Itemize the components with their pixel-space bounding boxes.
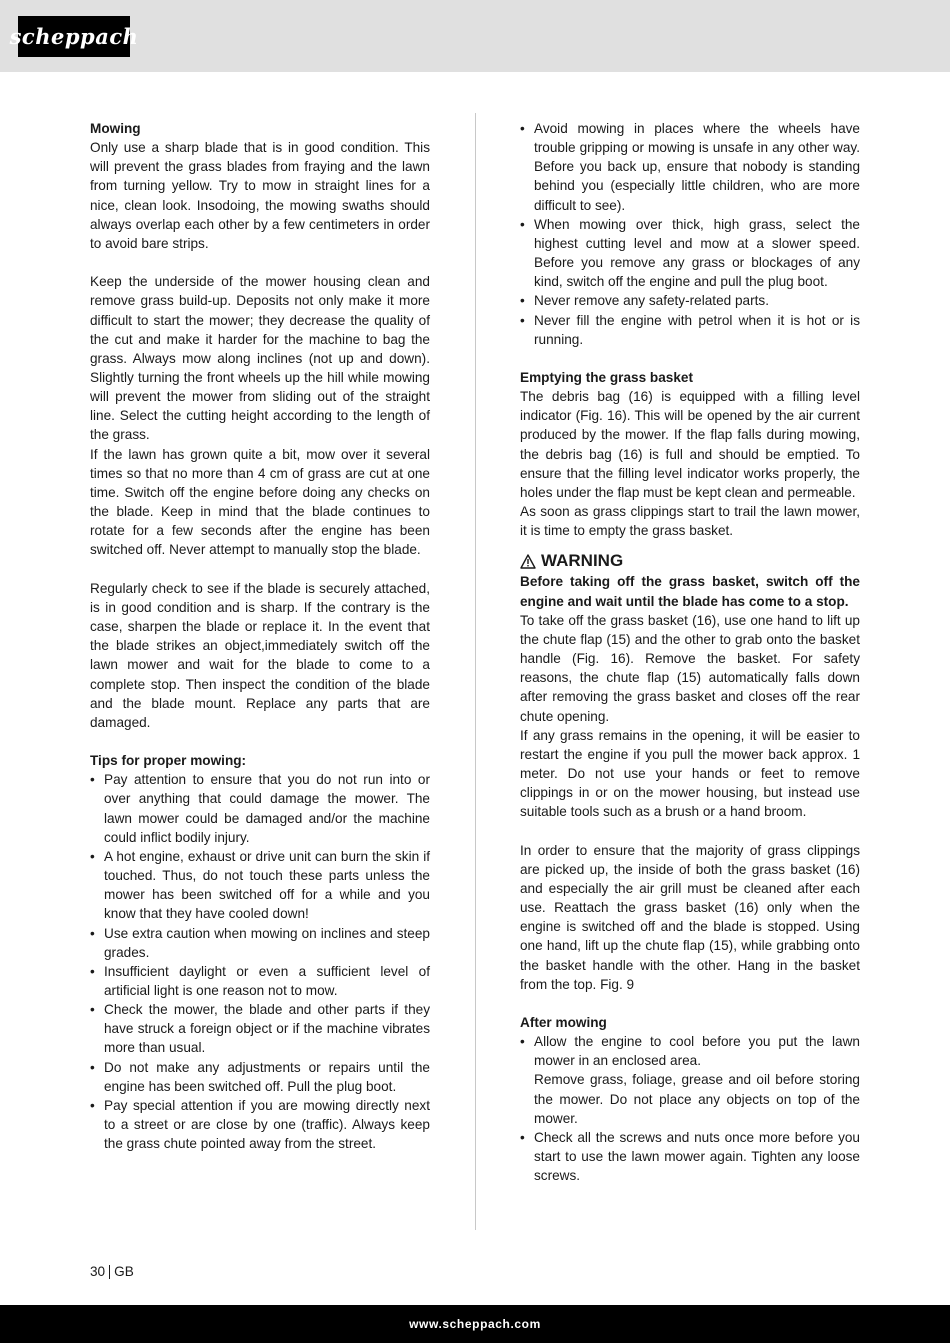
bullet-icon: • xyxy=(90,1097,95,1113)
mowing-paragraph: Only use a sharp blade that is in good condition. This will prevent the grass blades from fraying and the lawn from turning yellow. Try to mow in straight lines for a nice, clean look. Insodoing, the mowing swaths should always overlap each other by a few centimeters in order to avoid bare strips. xyxy=(90,140,430,251)
bullet-icon: • xyxy=(520,1129,525,1145)
basket-paragraph: To take off the grass basket (16), use one hand to lift up the chute flap (15) and the other to grab onto the basket handle (Fig. 16). Remove the basket. For safety reasons, the chute flap (15) automatically falls down after removing the grass basket and closes off the rear chute opening. xyxy=(520,612,860,724)
left-column xyxy=(90,119,430,1153)
footer-bar xyxy=(0,1305,950,1343)
page-number xyxy=(90,1264,134,1279)
page-number-value: 30 xyxy=(90,1264,106,1279)
bullet-icon: • xyxy=(90,1059,95,1075)
tips-list xyxy=(90,770,430,1153)
emptying-paragraph: The debris bag (16) is equipped with a filling level indicator (Fig. 16). This will be opened by the air current produced by the mower. If the flap falls during mowing, the debris bag (16) is full and should be emptied. To ensure that the filling level indicator works properly, the holes under the flap must be kept clean and permeable. xyxy=(520,389,860,500)
right-column xyxy=(520,119,860,1185)
list-item: • When mowing over thick, high grass, select the highest cutting level and mow at a slower speed. Before you remove any grass or blockages of any kind, switch off the engine and pull the plug boot. xyxy=(520,216,860,290)
list-item: • Pay special attention if you are mowing directly next to a street or are close by one (traffic). Always keep the grass chute pointed away from the street. xyxy=(90,1097,430,1152)
mowing-paragraph: Regularly check to see if the blade is securely attached, is in good condition and is sharp. If the contrary is the case, sharpen the blade or replace it. In the event that the blade strikes an object,immediately switch off the lawn mower and wait for the blade to come to a complete stop. Then inspect the condition of the blade and the blade mount. Replace any parts that are damaged. xyxy=(90,580,430,730)
warning-label: WARNING xyxy=(541,551,624,571)
list-item: • Never remove any safety-related parts. xyxy=(520,291,860,310)
bullet-icon: • xyxy=(520,121,525,136)
warning-triangle-icon xyxy=(520,554,536,569)
list-item: • Pay attention to ensure that you do not run into or over anything that could damage the mower. The lawn mower could be damaged and/or the machine could inflict bodily injury. xyxy=(90,772,430,845)
mowing-paragraph: If the lawn has grown quite a bit, mow over it several times so that no more than 4 cm of grass are cut at one time. Switch off the engine before doing any checks on the blade. Keep in mind that the blade continues to rotate for a few seconds after the engine has been switched off. Never attempt to manually stop the blade. xyxy=(90,446,430,558)
list-item: • Check all the screws and nuts once more before you start to use the lawn mower again. Tighten any loose screws. xyxy=(520,1129,860,1184)
bullet-icon: • xyxy=(520,216,525,232)
emptying-paragraph: As soon as grass clippings start to trail the lawn mower, it is time to empty the grass basket. xyxy=(520,504,860,539)
page-language: GB xyxy=(114,1264,134,1279)
tips-heading: Tips for proper mowing: xyxy=(90,753,247,769)
list-item: • A hot engine, exhaust or drive unit can burn the skin if touched. Thus, do not touch these parts unless the mower has been switched off for a while and you know that they have cooled down! xyxy=(90,848,430,922)
header-bar xyxy=(0,0,950,72)
page-number-separator xyxy=(109,1265,110,1279)
list-item: • Insufficient daylight or even a sufficient level of artificial light is one reason not to mow. xyxy=(90,963,430,998)
basket-paragraph: In order to ensure that the majority of grass clippings are picked up, the inside of both the grass basket (16) and especially the air grill must be cleaned after each use. Reattach the grass basket (16) only when the engine is switched off and the blade is stopped. Using one hand, lift up the chute flap (15), while grabbing onto the basket handle with the other. Hang in the basket from the top. Fig. 9 xyxy=(520,842,860,992)
bullet-icon: • xyxy=(90,925,95,941)
bullet-icon: • xyxy=(90,772,95,788)
basket-paragraph: If any grass remains in the opening, it will be easier to restart the engine if you pull the mower back approx. 1 meter. Do not use your hands or feet to remove clippings in or on the mower housing, but instead use suitable tools such as a brush or a hand broom. xyxy=(520,727,860,820)
bullet-icon: • xyxy=(90,848,95,864)
column-divider xyxy=(475,113,476,1230)
list-item: • Never fill the engine with petrol when it is hot or is running. xyxy=(520,312,860,347)
bullet-icon: • xyxy=(520,1034,525,1050)
bullet-icon: • xyxy=(90,963,95,979)
list-item: • Check the mower, the blade and other parts if they have struck a foreign object or if the machine vibrates more than usual. xyxy=(90,1002,430,1056)
scheppach-logo: scheppach xyxy=(18,16,130,57)
after-mowing-list xyxy=(520,1032,860,1185)
warning-title xyxy=(520,550,860,572)
mowing-heading: Mowing xyxy=(90,121,141,136)
warning-text: Before taking off the grass basket, switch off the engine and wait until the blade has come to a stop. xyxy=(520,574,860,609)
website-link[interactable]: www.scheppach.com xyxy=(409,1317,541,1331)
list-item: • Do not make any adjustments or repairs until the engine has been switched off. Pull the plug boot. xyxy=(90,1059,430,1094)
bullet-icon: • xyxy=(520,293,525,309)
mowing-paragraph: Keep the underside of the mower housing clean and remove grass build-up. Deposits not only make it more difficult to start the mower; they decrease the quality of the cut and make it harder for the machine to bag the grass. Always mow along inclines (not up and down). Slightly turning the front wheels up the hill while mowing will prevent the mower from sliding out of the straight line. Select the cutting height according to the length of the grass. xyxy=(90,274,430,443)
after-mowing-heading: After mowing xyxy=(520,1014,607,1030)
bullet-icon: • xyxy=(90,1002,95,1018)
emptying-heading: Emptying the grass basket xyxy=(520,370,693,386)
list-item: • Use extra caution when mowing on inclines and steep grades. xyxy=(90,925,430,960)
list-item: • Avoid mowing in places where the wheels have trouble gripping or mowing is unsafe in any other way. Before you back up, ensure that nobody is standing behind you (especially little children, who are more difficult to see). xyxy=(520,121,860,213)
list-item: • Allow the engine to cool before you put the lawn mower in an enclosed area. Remove grass, foliage, grease and oil before storing the mower. Do not place any objects on top of the mower. xyxy=(520,1034,860,1126)
bullet-icon: • xyxy=(520,312,525,328)
safety-list xyxy=(520,119,860,349)
